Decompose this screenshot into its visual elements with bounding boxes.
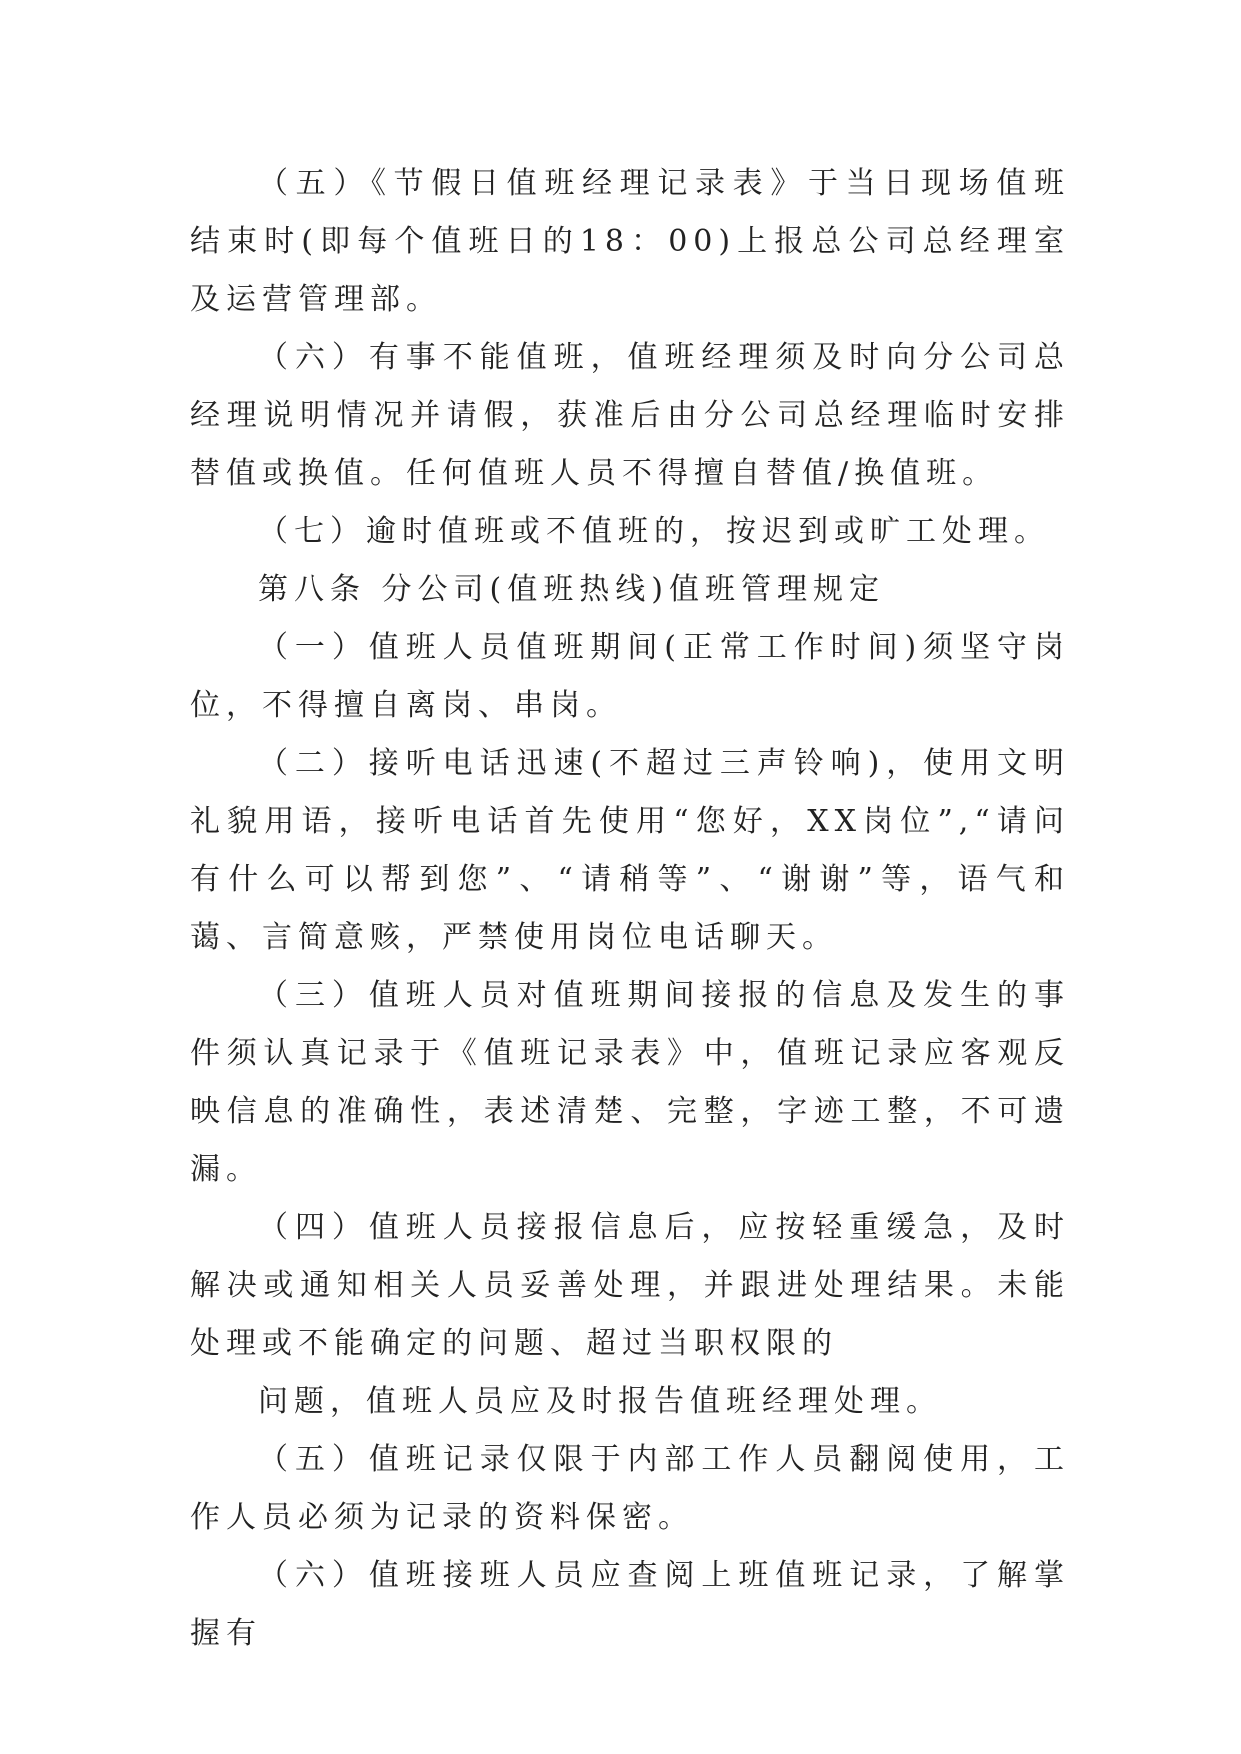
paragraph-escalate-issues: 问题，值班人员应及时报告值班经理处理。	[258, 1384, 942, 1419]
paragraph-holiday-record-report: （五）《节假日值班经理记录表》于当日现场值班结束时(即每个值班日的18：00)上报总公司总经理室及运营管理部。	[190, 166, 1070, 317]
paragraph-record-confidentiality: （五）值班记录仅限于内部工作人员翻阅使用，工作人员必须为记录的资料保密。	[190, 1442, 1070, 1535]
paragraph-handle-reports: （四）值班人员接报信息后，应按轻重缓急，及时解决或通知相关人员妥善处理，并跟进处理结果。未能处理或不能确定的问题、超过当职权限的	[190, 1210, 1070, 1361]
paragraph-late-absence: （七）逾时值班或不值班的，按迟到或旷工处理。	[258, 514, 1050, 549]
paragraph-stay-at-post: （一）值班人员值班期间(正常工作时间)须坚守岗位，不得擅自离岗、串岗。	[190, 630, 1070, 723]
paragraph-record-keeping: （三）值班人员对值班期间接报的信息及发生的事件须认真记录于《值班记录表》中，值班记录应客观反映信息的准确性，表述清楚、完整，字迹工整，不可遗漏。	[190, 978, 1070, 1187]
article-eight-heading: 第八条 分公司(值班热线)值班管理规定	[258, 572, 885, 607]
paragraph-shift-handover: （六）值班接班人员应查阅上班值班记录，了解掌握有	[190, 1558, 1070, 1651]
paragraph-phone-etiquette: （二）接听电话迅速(不超过三声铃响)，使用文明礼貌用语，接听电话首先使用“您好，XX岗位”,“请问有什么可以帮到您”、“请稍等”、“谢谢”等，语气和蔼、言简意赅，严禁使用岗位电话聊天。	[190, 746, 1070, 955]
document-body	[190, 155, 1070, 1663]
paragraph-leave-request: （六）有事不能值班，值班经理须及时向分公司总经理说明情况并请假，获准后由分公司总经理临时安排替值或换值。任何值班人员不得擅自替值/换值班。	[190, 340, 1070, 491]
